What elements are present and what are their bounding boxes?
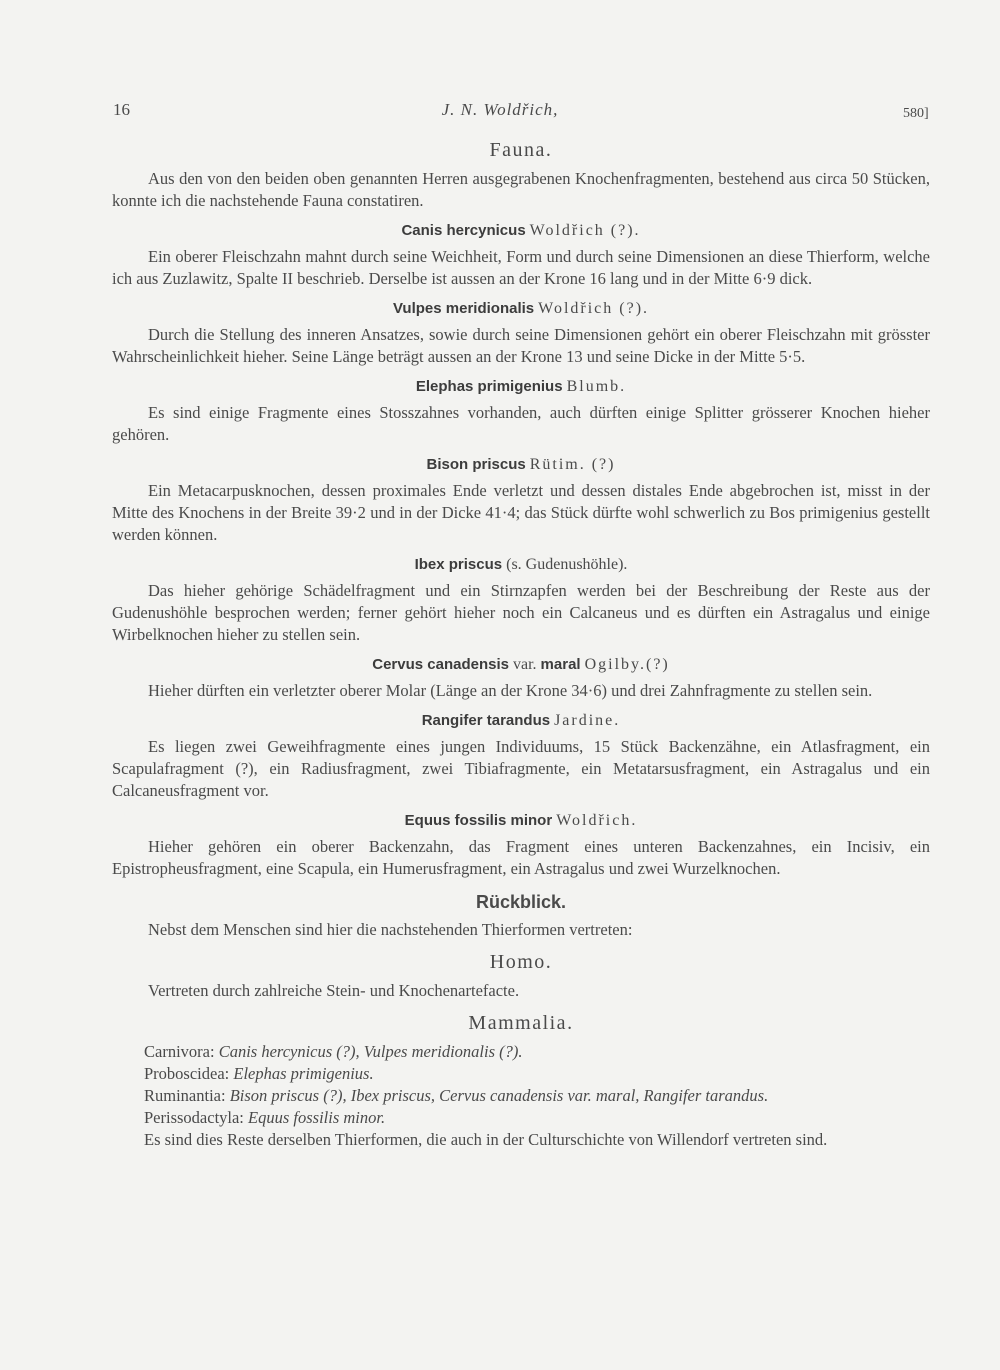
section-title-rueckblick: Rückblick. xyxy=(475,892,567,912)
species-name: Bison priscus xyxy=(426,456,526,473)
group-value: Bison priscus (?), Ibex priscus, Cervus canadensis var. maral, Rangifer tarandus. xyxy=(229,1086,769,1105)
group-label: Perissodactyla: xyxy=(144,1108,244,1127)
page-number: 16 xyxy=(113,100,130,119)
species-name: Rangifer tarandus xyxy=(421,712,551,729)
species-heading xyxy=(112,455,930,475)
species-variety: maral xyxy=(540,656,581,673)
species-description: Es sind einige Fragmente eines Stosszahnes vorhanden, auch dürften einige Splitter grösserer Knochen hieher gehören. xyxy=(112,403,930,444)
species-heading xyxy=(112,811,930,831)
species-name: Equus fossilis minor xyxy=(404,812,553,829)
species-author: (s. Gudenushöhle). xyxy=(506,556,628,573)
list-item xyxy=(144,1041,930,1063)
species-author: Woldřich (?). xyxy=(529,222,641,239)
list-item xyxy=(144,1107,930,1129)
species-description: Ein oberer Fleischzahn mahnt durch seine Weichheit, Form und durch seine Dimensionen an diese Thierform, welche ich aus Zuzlawitz, Spalte II beschrieb. Derselbe ist aussen an der Krone 16 lang und in der Mitte 6·9 dick. xyxy=(112,247,930,288)
fauna-intro: Aus den von den beiden oben genannten Herren ausgegrabenen Knochenfragmenten, bestehend aus circa 50 Stücken, konnte ich die nachstehende Fauna constatiren. xyxy=(112,169,930,210)
species-author: Rütim. (?) xyxy=(529,456,616,473)
species-heading xyxy=(112,655,930,675)
species-name: Cervus canadensis xyxy=(372,656,509,673)
species-heading xyxy=(112,377,930,397)
species-name: Ibex priscus xyxy=(414,556,503,573)
species-heading xyxy=(112,221,930,241)
species-author: Woldřich (?). xyxy=(538,300,650,317)
page-reference: 580] xyxy=(903,106,929,121)
species-author: Jardine. xyxy=(554,712,621,729)
species-description: Das hieher gehörige Schädelfragment und ein Stirnzapfen werden bei der Beschreibung der Reste aus der Gudenushöhle besprochen werden; ferner gehört hieher noch ein Calcaneus und es dürften ein Astragalus und einige Wirbelknochen hieher zu stellen sein. xyxy=(112,581,930,644)
rueckblick-intro: Nebst dem Menschen sind hier die nachstehenden Thierformen vertreten: xyxy=(148,920,633,939)
species-name: Canis hercynicus xyxy=(401,222,526,239)
homo-text: Vertreten durch zahlreiche Stein- und Knochenartefacte. xyxy=(148,981,520,1000)
species-description: Durch die Stellung des inneren Ansatzes, sowie durch seine Dimensionen gehört ein oberer Fleischzahn mit grösster Wahrscheinlichkeit hieher. Seine Länge beträgt aussen an der Krone 13 und seine Dicke in der Mitte 5·5. xyxy=(112,325,930,366)
group-value: Elephas primigenius. xyxy=(233,1064,374,1083)
species-description: Hieher dürften ein verletzter oberer Molar (Länge an der Krone 34·6) und drei Zahnfragmente zu stellen sein. xyxy=(148,681,873,700)
group-label: Proboscidea: xyxy=(144,1064,230,1083)
species-var: var. xyxy=(513,656,537,673)
subsection-title-homo: Homo. xyxy=(489,951,553,973)
species-heading xyxy=(112,299,930,319)
species-name: Elephas primigenius xyxy=(415,378,563,395)
species-description: Hieher gehören ein oberer Backenzahn, das Fragment eines unteren Backenzahnes, ein Incisiv, ein Epistropheusfragment, eine Scapula, ein Humerusfragment, ein Astragalus und zwei Wurzelknochen. xyxy=(112,837,930,878)
list-item xyxy=(144,1063,930,1085)
species-author: Woldřich. xyxy=(556,812,638,829)
species-description: Es liegen zwei Geweihfragmente eines jungen Individuums, 15 Stück Backenzähne, ein Atlasfragment, ein Scapulafragment (?), ein Radiusfragment, zwei Tibiafragmente, ein Metatarsusfragment, ein Astragalus und ein Calcaneusfragment vor. xyxy=(112,737,930,800)
species-heading xyxy=(112,555,930,575)
section-title-fauna: Fauna. xyxy=(489,139,553,161)
group-label: Carnivora: xyxy=(144,1042,215,1061)
group-label: Ruminantia: xyxy=(144,1086,226,1105)
species-author: Blumb. xyxy=(566,378,627,395)
mammalia-list xyxy=(112,1041,930,1151)
closing-sentence: Es sind dies Reste derselben Thierformen, die auch in der Culturschichte von Willendorf vertreten sind. xyxy=(144,1130,828,1149)
subsection-title-mammalia: Mammalia. xyxy=(468,1012,574,1034)
species-description: Ein Metacarpusknochen, dessen proximales Ende verletzt und dessen distales Ende abgebrochen ist, misst in der Mitte des Knochens in der Breite 39·2 und in der Dicke 41·4; das Stück dürfte wohl schwerlich zu Bos primigenius gestellt werden können. xyxy=(112,481,930,544)
species-author: Ogilby.(?) xyxy=(584,656,670,673)
list-item xyxy=(144,1085,930,1107)
article-body xyxy=(112,135,930,1151)
species-name: Vulpes meridionalis xyxy=(392,300,535,317)
species-heading xyxy=(112,711,930,731)
running-header-author: J. N. Woldřich, xyxy=(441,100,559,119)
group-value: Equus fossilis minor. xyxy=(248,1108,386,1127)
group-value: Canis hercynicus (?), Vulpes meridionalis (?). xyxy=(218,1042,523,1061)
